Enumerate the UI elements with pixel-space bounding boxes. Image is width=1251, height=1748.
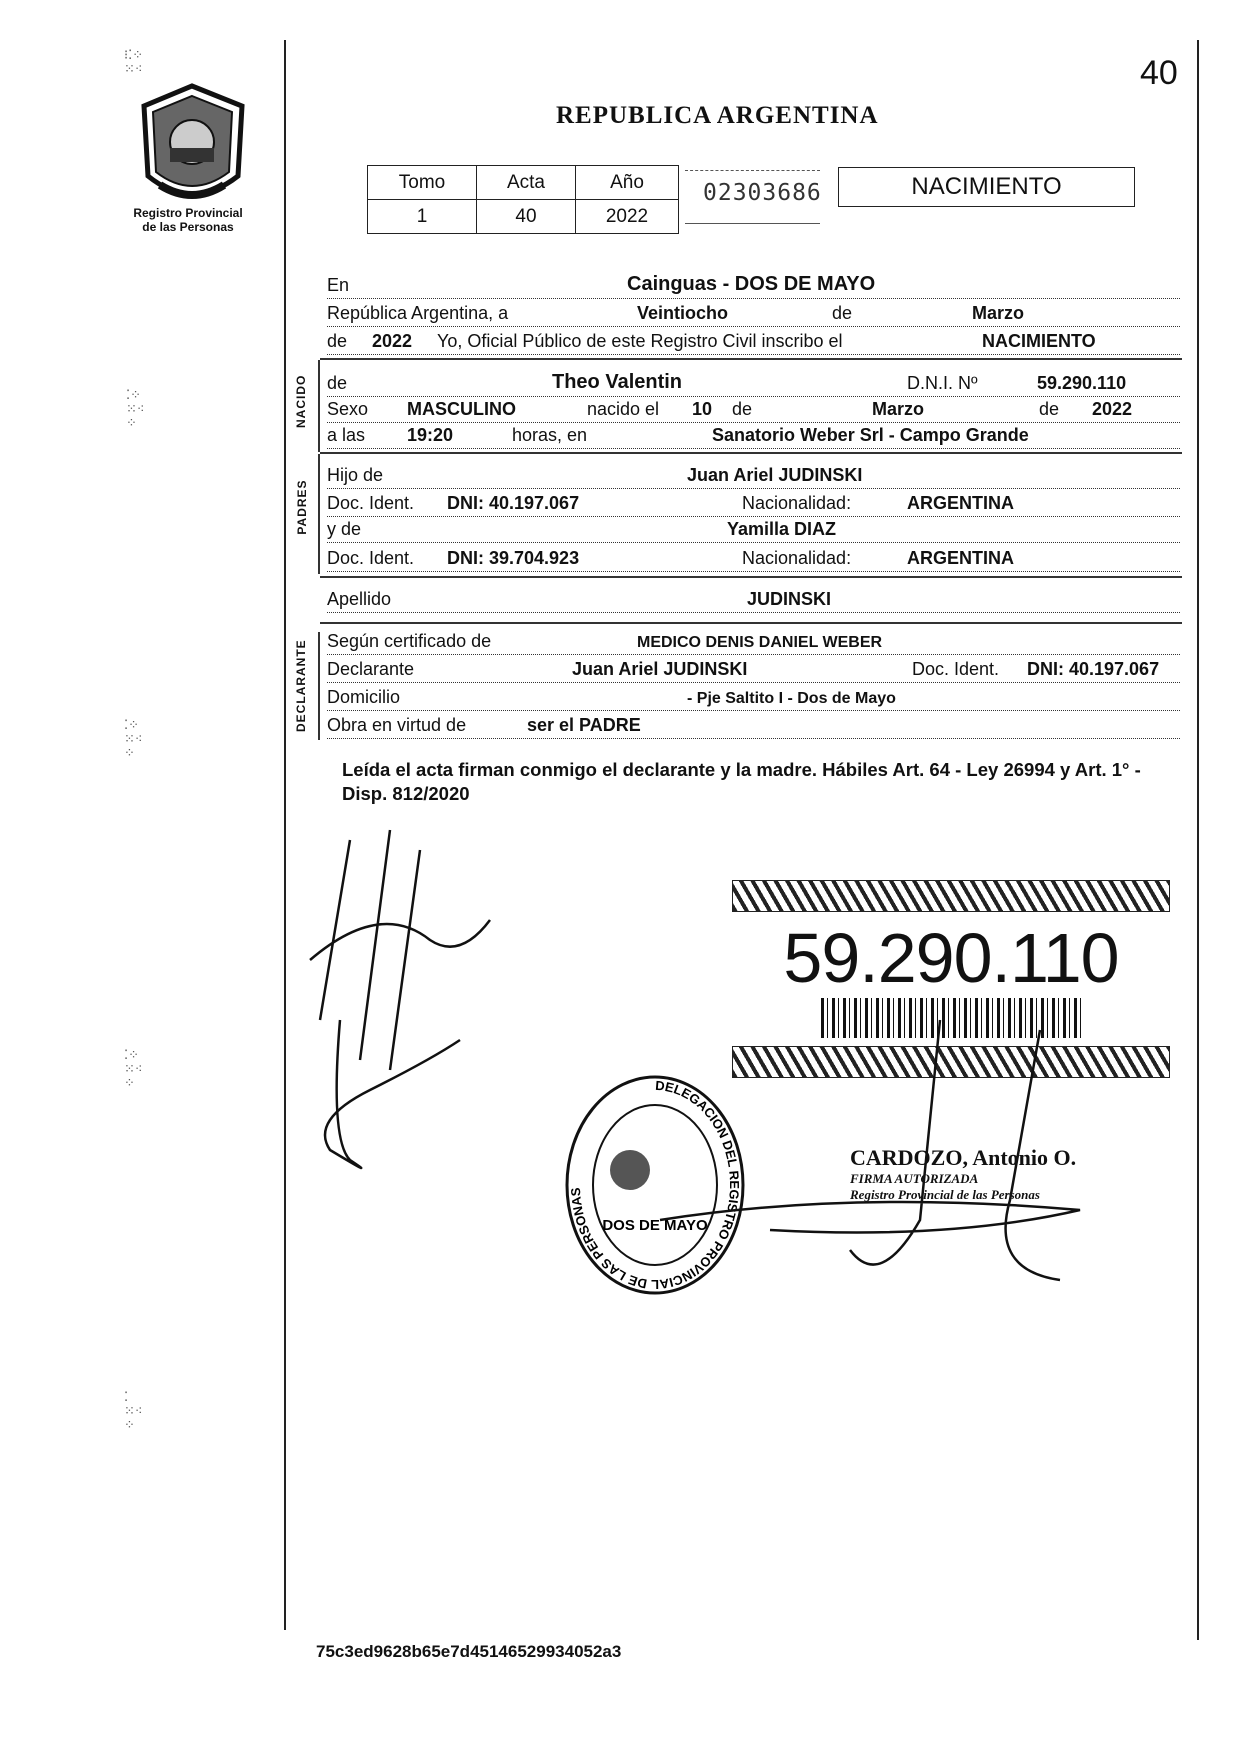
- declarant-row: [327, 656, 1180, 683]
- child-sex: MASCULINO: [407, 399, 516, 419]
- officer-text: Yo, Oficial Público de este Registro Civil inscribo el: [437, 331, 843, 351]
- father-nationality: ARGENTINA: [907, 493, 1014, 513]
- header-acta: Acta: [477, 166, 576, 200]
- father-nationality-label: Nacionalidad:: [742, 493, 852, 513]
- stamp-ring-text: DELEGACION DEL REGISTRO PROVINCIAL DE LAS PERSONAS: [567, 1077, 742, 1293]
- certificate-row: [327, 628, 1180, 655]
- certificate-issuer: MEDICO DENIS DANIEL WEBER: [637, 634, 883, 651]
- padres-bar: [318, 454, 320, 574]
- record-type: NACIMIENTO: [838, 167, 1135, 207]
- section-divider: [320, 358, 1182, 360]
- capacity-label: Obra en virtud de: [327, 715, 467, 735]
- act-place: Cainguas - DOS DE MAYO: [627, 273, 876, 295]
- margin-mark: ⁝⁚⁘ ⁙⁖: [124, 47, 144, 76]
- cert-label: Según certificado de: [327, 631, 492, 651]
- document-hash: 75c3ed9628b65e7d45146529934052a3: [316, 1642, 622, 1661]
- page-number: 40: [1140, 54, 1178, 92]
- declarant-signature: [290, 820, 520, 1190]
- mother-name: Yamilla DIAZ: [727, 519, 837, 539]
- surname-row: [327, 586, 1180, 613]
- birth-sex-row: [327, 396, 1180, 423]
- surname-value: JUDINSKI: [747, 589, 832, 609]
- nacido-label: NACIDO: [294, 374, 308, 428]
- declarant-doc-label: Doc. Ident.: [912, 659, 1000, 679]
- birth-de-label: de: [327, 373, 348, 393]
- section-divider: [320, 452, 1182, 454]
- registry-table: [367, 165, 679, 234]
- official-office: Registro Provincial de las Personas: [850, 1187, 1040, 1202]
- margin-mark: ⁚⁘ ⁙⁖ ⁘: [126, 387, 145, 430]
- margin-mark: ⁚⁘ ⁙⁖ ⁘: [124, 1047, 143, 1090]
- father-doc-label: Doc. Ident.: [327, 493, 415, 513]
- capacity-row: [327, 712, 1180, 739]
- dni-label: D.N.I. Nº: [907, 373, 978, 393]
- born-label: nacido el: [587, 399, 660, 419]
- address-row: [327, 684, 1180, 711]
- declarant-name: Juan Ariel JUDINSKI: [572, 659, 748, 679]
- serial-number: 02303686: [703, 180, 822, 206]
- declarant-address: - Pje Saltito I - Dos de Mayo: [687, 690, 896, 707]
- act-day: Veintiocho: [637, 303, 729, 323]
- surname-label: Apellido: [327, 589, 392, 609]
- birth-de-label2: de: [732, 399, 753, 419]
- act-de-label2: de: [327, 331, 348, 351]
- header-tomo: Tomo: [368, 166, 477, 200]
- mother-doc: DNI: 39.704.923: [447, 548, 580, 568]
- right-margin-line: [1197, 40, 1199, 1640]
- birth-time-row: [327, 422, 1180, 449]
- birth-name-row: [327, 370, 1180, 397]
- mother-nationality: ARGENTINA: [907, 548, 1014, 568]
- father-doc: DNI: 40.197.067: [447, 493, 580, 513]
- act-place-row: [327, 272, 1180, 299]
- act-year-row: [327, 328, 1180, 355]
- mother-nationality-label: Nacionalidad:: [742, 548, 852, 568]
- province-logo: [130, 80, 255, 220]
- official-title: FIRMA AUTORIZADA: [850, 1171, 979, 1186]
- margin-mark: ⁚ ⁙⁖ ⁘: [124, 1389, 143, 1432]
- en-label: En: [327, 275, 350, 295]
- and-label: y de: [327, 519, 362, 539]
- dni-sticker-number: 59.290.110: [783, 919, 1119, 997]
- mother-row: [327, 516, 1180, 543]
- birth-month: Marzo: [872, 399, 925, 419]
- son-of-label: Hijo de: [327, 465, 384, 485]
- father-name: Juan Ariel JUDINSKI: [687, 465, 863, 485]
- logo-caption-line1: Registro Provincial: [133, 206, 243, 220]
- official-signature: [650, 1010, 1110, 1310]
- stamp-center-text: DOS DE MAYO: [602, 1217, 708, 1234]
- child-dni: 59.290.110: [1037, 373, 1127, 393]
- margin-mark: ⁚⁘ ⁙⁖ ⁘: [124, 717, 143, 760]
- declarant-capacity: ser el PADRE: [527, 715, 641, 735]
- act-date-row: [327, 300, 1180, 327]
- father-row: [327, 462, 1180, 489]
- child-name: Theo Valentin: [552, 371, 683, 393]
- official-name: CARDOZO, Antonio O.: [850, 1145, 1077, 1170]
- registry-header-row: [368, 166, 679, 200]
- sex-label: Sexo: [327, 399, 369, 419]
- section-divider: [320, 576, 1182, 578]
- mother-doc-label: Doc. Ident.: [327, 548, 415, 568]
- address-label: Domicilio: [327, 687, 401, 707]
- birth-place: Sanatorio Weber Srl - Campo Grande: [712, 425, 1029, 445]
- declarant-doc: DNI: 40.197.067: [1027, 659, 1160, 679]
- declarante-label: DECLARANTE: [294, 639, 308, 732]
- left-margin-line: [284, 40, 286, 1630]
- declarant-label: Declarante: [327, 659, 415, 679]
- header-anio: Año: [576, 166, 679, 200]
- logo-caption: [118, 206, 258, 234]
- inscribed-type: NACIMIENTO: [982, 331, 1096, 351]
- hours-label: horas, en: [512, 425, 588, 445]
- act-de-label: de: [832, 303, 853, 323]
- padres-label: PADRES: [295, 479, 309, 535]
- act-year: 2022: [372, 331, 413, 351]
- closing-text: Leída el acta firman conmigo el declarante y la madre. Hábiles Art. 64 - Ley 26994 y Art. 1° - Disp. 812/2020: [342, 759, 1141, 804]
- nacido-bar: [318, 360, 320, 452]
- birth-time: 19:20: [407, 425, 454, 445]
- registry-value-row: [368, 200, 679, 234]
- declarante-bar: [318, 632, 320, 740]
- father-doc-row: [327, 490, 1180, 517]
- value-tomo: 1: [368, 200, 477, 234]
- section-divider: [320, 622, 1182, 624]
- birth-day: 10: [692, 399, 713, 419]
- republic-label: República Argentina, a: [327, 303, 509, 323]
- value-anio: 2022: [576, 200, 679, 234]
- act-month: Marzo: [972, 303, 1025, 323]
- country-title: REPUBLICA ARGENTINA: [556, 102, 879, 129]
- logo-caption-line2: de las Personas: [142, 220, 234, 234]
- value-acta: 40: [477, 200, 576, 234]
- mother-doc-row: [327, 545, 1180, 572]
- time-label: a las: [327, 425, 366, 445]
- birth-de-label3: de: [1039, 399, 1060, 419]
- birth-year: 2022: [1092, 399, 1133, 419]
- security-pattern-top: [732, 880, 1170, 912]
